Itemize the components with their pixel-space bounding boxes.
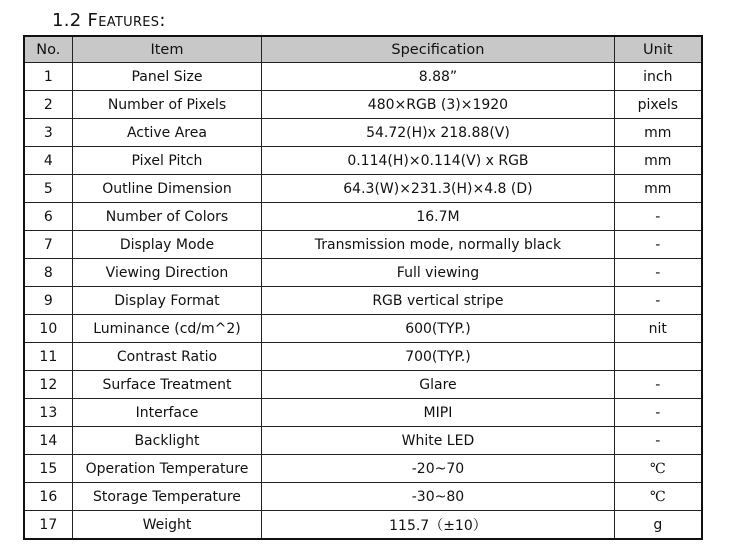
cell-unit: nit <box>614 315 702 343</box>
cell-specification: 8.88” <box>262 63 614 91</box>
cell-no: 8 <box>24 259 72 287</box>
cell-no: 11 <box>24 343 72 371</box>
cell-no: 13 <box>24 399 72 427</box>
cell-specification: 16.7M <box>262 203 614 231</box>
cell-unit: pixels <box>614 91 702 119</box>
features-table <box>23 35 703 540</box>
header-specification: Specification <box>262 36 614 63</box>
cell-item: Surface Treatment <box>72 371 262 399</box>
cell-unit: - <box>614 399 702 427</box>
header-no: No. <box>24 36 72 63</box>
cell-specification: Full viewing <box>262 259 614 287</box>
cell-item: Interface <box>72 399 262 427</box>
cell-no: 5 <box>24 175 72 203</box>
cell-unit: ℃ <box>614 483 702 511</box>
cell-no: 9 <box>24 287 72 315</box>
cell-specification: 64.3(W)×231.3(H)×4.8 (D) <box>262 175 614 203</box>
cell-unit: mm <box>614 147 702 175</box>
table-row <box>24 91 702 119</box>
cell-unit: - <box>614 371 702 399</box>
cell-item: Outline Dimension <box>72 175 262 203</box>
cell-no: 17 <box>24 511 72 540</box>
cell-item: Panel Size <box>72 63 262 91</box>
cell-item: Number of Colors <box>72 203 262 231</box>
cell-specification: 600(TYP.) <box>262 315 614 343</box>
cell-no: 12 <box>24 371 72 399</box>
cell-specification: RGB vertical stripe <box>262 287 614 315</box>
table-row <box>24 511 702 540</box>
cell-unit: - <box>614 427 702 455</box>
header-item: Item <box>72 36 262 63</box>
cell-specification: 54.72(H)x 218.88(V) <box>262 119 614 147</box>
cell-specification: -20~70 <box>262 455 614 483</box>
cell-unit: - <box>614 231 702 259</box>
table-row <box>24 427 702 455</box>
cell-specification: -30~80 <box>262 483 614 511</box>
cell-specification: Transmission mode, normally black <box>262 231 614 259</box>
cell-no: 1 <box>24 63 72 91</box>
cell-unit: ℃ <box>614 455 702 483</box>
cell-specification: White LED <box>262 427 614 455</box>
cell-specification: 115.7（±10） <box>262 511 614 540</box>
cell-item: Number of Pixels <box>72 91 262 119</box>
cell-item: Active Area <box>72 119 262 147</box>
cell-item: Display Mode <box>72 231 262 259</box>
header-unit: Unit <box>614 36 702 63</box>
cell-unit: - <box>614 203 702 231</box>
cell-item: Backlight <box>72 427 262 455</box>
table-row <box>24 259 702 287</box>
cell-unit: inch <box>614 63 702 91</box>
cell-item: Viewing Direction <box>72 259 262 287</box>
table-row <box>24 175 702 203</box>
table-header-row <box>24 36 702 63</box>
cell-item: Pixel Pitch <box>72 147 262 175</box>
table-row <box>24 203 702 231</box>
cell-unit: mm <box>614 119 702 147</box>
cell-specification: Glare <box>262 371 614 399</box>
table-row <box>24 343 702 371</box>
cell-unit <box>614 343 702 371</box>
cell-no: 2 <box>24 91 72 119</box>
cell-no: 3 <box>24 119 72 147</box>
table-row <box>24 455 702 483</box>
cell-no: 10 <box>24 315 72 343</box>
table-row <box>24 231 702 259</box>
cell-specification: 0.114(H)×0.114(V) x RGB <box>262 147 614 175</box>
cell-item: Display Format <box>72 287 262 315</box>
cell-item: Luminance (cd/m^2) <box>72 315 262 343</box>
cell-specification: 700(TYP.) <box>262 343 614 371</box>
cell-item: Storage Temperature <box>72 483 262 511</box>
cell-unit: mm <box>614 175 702 203</box>
cell-no: 15 <box>24 455 72 483</box>
table-row <box>24 63 702 91</box>
section-title: 1.2 Features: <box>52 10 166 31</box>
cell-item: Operation Temperature <box>72 455 262 483</box>
cell-no: 16 <box>24 483 72 511</box>
cell-no: 7 <box>24 231 72 259</box>
table-row <box>24 399 702 427</box>
table-row <box>24 287 702 315</box>
cell-specification: 480×RGB (3)×1920 <box>262 91 614 119</box>
cell-no: 14 <box>24 427 72 455</box>
table-row <box>24 119 702 147</box>
cell-unit: g <box>614 511 702 540</box>
table-row <box>24 147 702 175</box>
cell-item: Weight <box>72 511 262 540</box>
cell-item: Contrast Ratio <box>72 343 262 371</box>
cell-no: 6 <box>24 203 72 231</box>
cell-specification: MIPI <box>262 399 614 427</box>
cell-unit: - <box>614 259 702 287</box>
cell-no: 4 <box>24 147 72 175</box>
cell-unit: - <box>614 287 702 315</box>
table-row <box>24 315 702 343</box>
table-row <box>24 483 702 511</box>
table-row <box>24 371 702 399</box>
